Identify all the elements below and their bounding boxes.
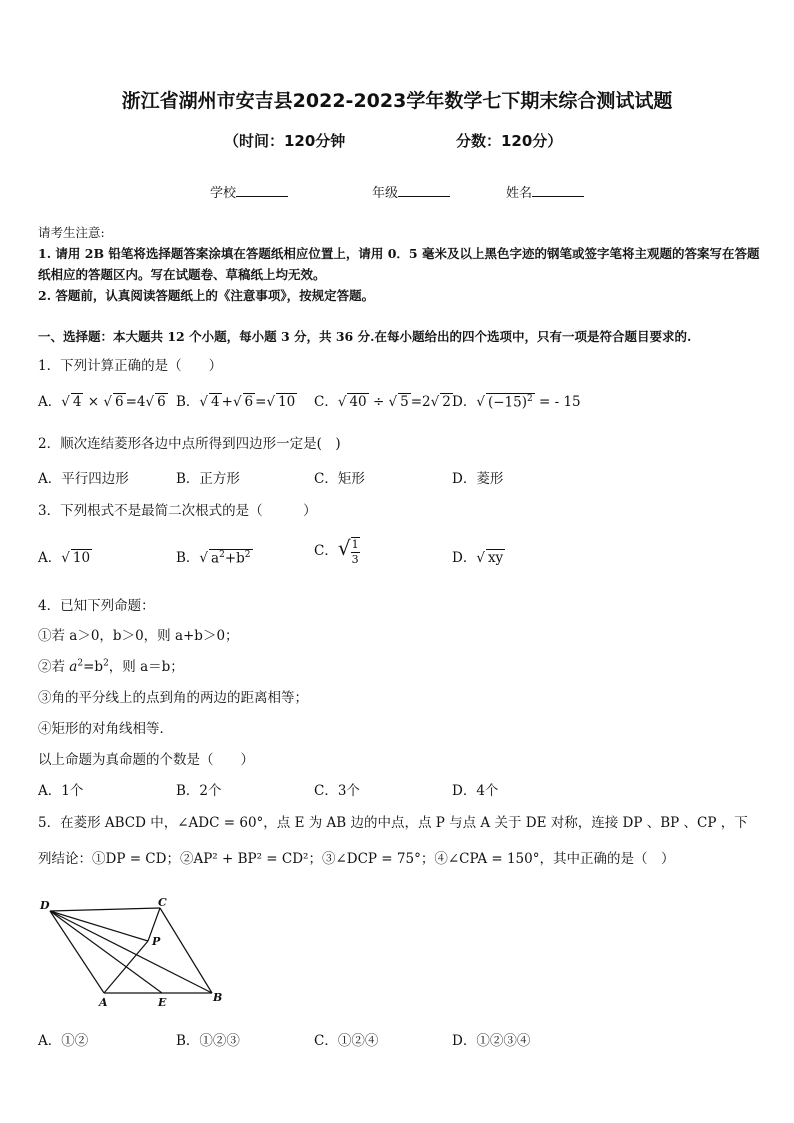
name-field (506, 182, 584, 201)
label-d: D (40, 899, 50, 912)
q3-stem: 3．下列根式不是最简二次根式的是（ ） (38, 503, 317, 519)
q3-option-c: C．√ $\frac{1}{3}$ (314, 536, 359, 566)
segment-ad (50, 911, 104, 993)
q1-option-d: D．√ $(-15)^2$ = - 15 (452, 393, 581, 410)
section-1-heading: 一、选择题：本大题共 12 个小题，每小题 3 分，共 36 分.在每小题给出的四个选项中，只有一项是符合题目要求的. (38, 329, 692, 344)
q4-option-a: A．1个 (38, 783, 84, 799)
name-label: 姓名 (506, 186, 533, 201)
school-blank (236, 184, 288, 197)
exam-title: 浙江省湖州市安吉县2022-2023学年数学七下期末综合测试试题 (121, 90, 673, 112)
q1-option-a: A．√ 4 × √ 6 =4√ 6 (38, 394, 166, 410)
q2-stem: 2．顺次连结菱形各边中点所得到四边形一定是( ) (38, 436, 341, 452)
q4-option-c: C．3个 (314, 783, 360, 799)
q1-stem: 1．下列计算正确的是（ ） (38, 358, 223, 374)
grade-label: 年级 (372, 186, 399, 201)
notes-heading: 请考生注意: (38, 225, 105, 240)
q5-option-c: C．①②④ (314, 1033, 379, 1049)
q3-option-b: B．√ $a^2+b^2$ (176, 549, 251, 566)
q4-prop-1: ①若 a＞0，b＞0，则 a+b＞0； (38, 628, 239, 644)
q4-stem: 4．已知下列命题： (38, 598, 155, 614)
segment-dc (50, 908, 160, 911)
q1-option-b: B．√ 4 +√ 6 =√ 10 (176, 394, 296, 410)
notes-item-1: 1. 请用 2B 铅笔将选择题答案涂填在答题纸相应位置上，请用 0．5 毫米及以上黑色字迹的钢笔或签字笔将主观题的答案写在答题纸相应的答题区内。写在试题卷、草稿纸上均无效。 (38, 246, 760, 282)
label-a: A (99, 996, 108, 1009)
q4-prop-4: ④矩形的对角线相等． (38, 721, 173, 737)
q3-option-d: D．√ xy (452, 550, 504, 566)
exam-time: （时间：120分钟 (224, 132, 346, 150)
exam-score: 分数：120分） (456, 132, 563, 150)
label-c: C (158, 896, 167, 909)
grade-field (372, 182, 450, 201)
label-e: E (158, 996, 167, 1009)
notes-block (38, 222, 760, 306)
school-field (210, 182, 288, 201)
name-blank (532, 184, 584, 197)
q4-option-d: D．4个 (452, 783, 499, 799)
grade-blank (398, 184, 450, 197)
q1-option-c: C．√ 40 ÷ √ 5 =2√ 2 (314, 394, 451, 410)
q5-option-b: B．①②③ (176, 1033, 240, 1049)
q4-prop-3: ③角的平分线上的点到角的两边的距离相等； (38, 690, 308, 706)
segment-db (50, 911, 212, 993)
rhombus-diagram (36, 895, 236, 1010)
segment-dp (50, 911, 148, 941)
q2-option-d: D．菱形 (452, 471, 504, 487)
q4-prop-2: ②若 $a^2=b^2$，则 a＝b； (38, 658, 184, 675)
q2-option-b: B．正方形 (176, 471, 240, 487)
segment-de (50, 911, 162, 993)
q4-option-b: B．2个 (176, 783, 222, 799)
label-b: B (213, 991, 223, 1004)
notes-item-2: 2. 答题前，认真阅读答题纸上的《注意事项》，按规定答题。 (38, 288, 375, 303)
q5-line-1: 5．在菱形 ABCD 中，∠ADC = 60°，点 E 为 AB 边的中点，点 P 与点 A 关于 DE 对称，连接 DP 、BP 、CP ，下 (38, 815, 748, 831)
q3-option-a: A．√ 10 (38, 550, 91, 566)
q5-option-d: D．①②③④ (452, 1033, 531, 1049)
label-p: P (152, 935, 161, 948)
q2-option-c: C．矩形 (314, 471, 365, 487)
q2-option-a: A．平行四边形 (38, 471, 129, 487)
q4-ask: 以上命题为真命题的个数是（ ） (38, 752, 254, 768)
q5-line-2: 列结论：①DP = CD；②AP² + BP² = CD²；③∠DCP = 75°；④∠CPA = 150°，其中正确的是（ ） (38, 851, 675, 867)
school-label: 学校 (210, 186, 237, 201)
q5-option-a: A．①② (38, 1033, 89, 1049)
